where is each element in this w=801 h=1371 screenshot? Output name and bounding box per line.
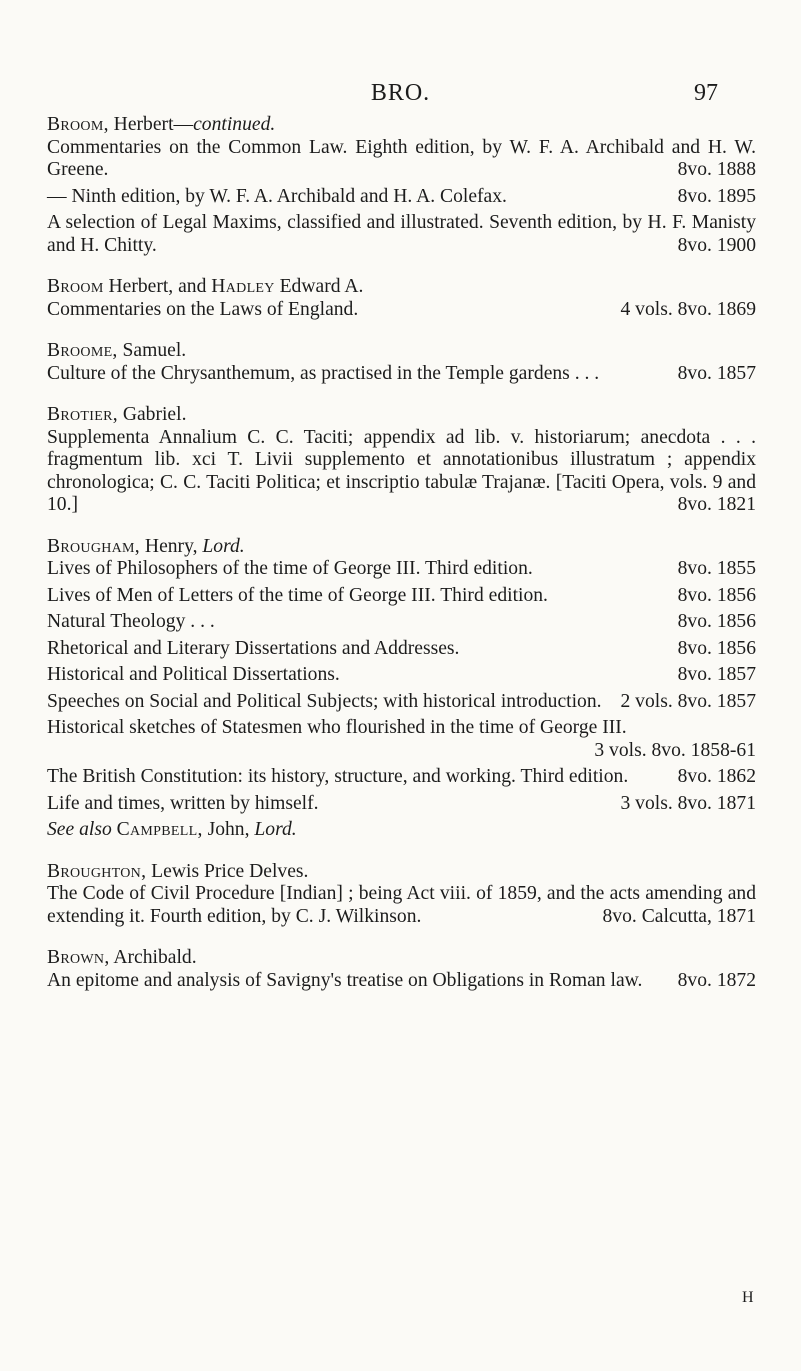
catalogue-entry — [47, 276, 756, 321]
author-forenames: Herbert— — [108, 114, 194, 135]
work-imprint: 8vo. 1821 — [677, 494, 756, 515]
catalogue-entry — [47, 114, 756, 257]
work-title: Supplementa Annalium C. C. Taciti; appendix ad lib. v. historiarum; anecdota . . . fragmentum lib. xci T. Livii supplemento et annotationibus illustratum ; appendix chronologica; C. C. Taciti Politica; et inscriptio tabulæ Trajanæ. [Taciti Opera, vols. 9 and 10.] — [47, 426, 756, 515]
work-item — [47, 970, 756, 993]
coauthor-forenames: Edward A. — [274, 276, 364, 297]
entry-heading — [47, 340, 756, 363]
work-imprint: 8vo. 1862 — [677, 766, 756, 787]
author-forenames: Samuel. — [117, 340, 187, 361]
work-title: — Ninth edition, by W. F. A. Archibald and H. A. Colefax. — [47, 185, 507, 207]
see-also — [47, 819, 756, 842]
work-title: Historical sketches of Statesmen who flourished in the time of George III. — [47, 717, 627, 738]
author-forenames: Gabriel. — [117, 404, 187, 425]
work-item — [47, 585, 756, 608]
coauthor-name: Hadley — [211, 276, 275, 297]
work-title: The Code of Civil Procedure [Indian] ; being Act viii. of 1859, and the acts amending and extending it. Fourth edition, by C. J. Wilkinson. — [47, 883, 756, 927]
catalogue-entries — [47, 114, 756, 1011]
work-title: Speeches on Social and Political Subjects; with historical introduction. — [47, 690, 602, 712]
page-number: 97 — [694, 80, 718, 106]
work-item — [47, 664, 756, 687]
work-imprint: 8vo. Calcutta, 1871 — [602, 905, 756, 927]
entry-heading — [47, 404, 756, 427]
work-item — [47, 691, 756, 714]
entry-heading — [47, 947, 756, 970]
work-title: Lives of Philosophers of the time of George III. Third edition. — [47, 558, 533, 579]
work-item — [47, 883, 756, 928]
work-imprint: 8vo. 1856 — [677, 637, 756, 659]
running-head — [0, 80, 801, 110]
work-title: The British Constitution: its history, structure, and working. Third edition. — [47, 766, 629, 787]
work-title: Commentaries on the Common Law. Eighth edition, by W. F. A. Archibald and H. W. Greene. — [47, 136, 756, 180]
work-item — [47, 717, 756, 762]
author-qualifier: Lord. — [202, 535, 245, 557]
work-title: Historical and Political Dissertations. — [47, 664, 340, 685]
see-also-prefix: See also — [47, 819, 117, 840]
author-name: Broughton, — [47, 860, 147, 882]
author-qualifier: continued. — [193, 114, 276, 135]
see-also-name: Campbell, — [116, 819, 203, 840]
work-item — [47, 766, 756, 789]
entry-heading — [47, 861, 756, 884]
catalogue-entry — [47, 861, 756, 929]
see-also-forenames: John, — [202, 819, 255, 840]
catalogue-entry — [47, 947, 756, 992]
author-forenames: Lewis Price Delves. — [146, 860, 309, 882]
work-imprint: 3 vols. 8vo. 1871 — [620, 792, 756, 814]
work-imprint: 8vo. 1857 — [677, 664, 756, 685]
author-name: Brotier, — [47, 404, 118, 425]
work-title: An epitome and analysis of Savigny's treatise on Obligations in Roman law. — [47, 969, 643, 991]
work-title: A selection of Legal Maxims, classified and illustrated. Seventh edition, by H. F. Manisty and H. Chitty. — [47, 212, 756, 256]
work-imprint: 4 vols. 8vo. 1869 — [620, 298, 756, 320]
work-title: Lives of Men of Letters of the time of George III. Third edition. — [47, 584, 548, 606]
work-item — [47, 363, 756, 386]
work-item — [47, 137, 756, 182]
work-title: Natural Theology . . . — [47, 611, 215, 632]
entry-heading — [47, 276, 756, 299]
catalogue-entry — [47, 536, 756, 842]
see-also-qualifier: Lord. — [254, 819, 297, 840]
author-name: Broome, — [47, 340, 118, 361]
entry-heading — [47, 114, 756, 137]
author-name: Broom — [47, 276, 104, 297]
work-imprint: 8vo. 1855 — [677, 558, 756, 579]
signature-mark: H — [742, 1289, 754, 1306]
catalogue-entry — [47, 340, 756, 385]
author-forenames: Henry, — [140, 535, 203, 557]
work-item — [47, 427, 756, 517]
work-title: Rhetorical and Literary Dissertations and Addresses. — [47, 637, 460, 659]
work-title: Life and times, written by himself. — [47, 792, 319, 814]
work-item — [47, 212, 756, 257]
work-item — [47, 638, 756, 661]
running-head-title: BRO. — [370, 80, 431, 106]
work-imprint: 8vo. 1857 — [677, 362, 756, 384]
work-imprint: 3 vols. 8vo. 1858-61 — [594, 739, 756, 761]
work-imprint: 8vo. 1872 — [677, 969, 756, 991]
work-item — [47, 793, 756, 816]
work-item — [47, 611, 756, 634]
author-forenames: Herbert, and — [103, 276, 212, 297]
entry-heading — [47, 536, 756, 559]
work-imprint: 8vo. 1856 — [677, 611, 756, 632]
author-name: Broom, — [47, 114, 109, 135]
work-imprint: 8vo. 1900 — [677, 234, 756, 256]
author-name: Brougham, — [47, 535, 141, 557]
author-name: Brown, — [47, 947, 110, 968]
work-imprint: 8vo. 1888 — [677, 159, 756, 180]
catalogue-entry — [47, 404, 756, 517]
author-forenames: Archibald. — [109, 947, 197, 968]
work-imprint: 8vo. 1856 — [677, 584, 756, 606]
work-item — [47, 299, 756, 322]
work-imprint: 8vo. 1895 — [677, 185, 756, 207]
work-title: Culture of the Chrysanthemum, as practised in the Temple gardens . . . — [47, 362, 600, 384]
work-title: Commentaries on the Laws of England. — [47, 298, 359, 320]
work-imprint: 2 vols. 8vo. 1857 — [620, 690, 756, 712]
work-item — [47, 186, 756, 209]
work-item — [47, 558, 756, 581]
